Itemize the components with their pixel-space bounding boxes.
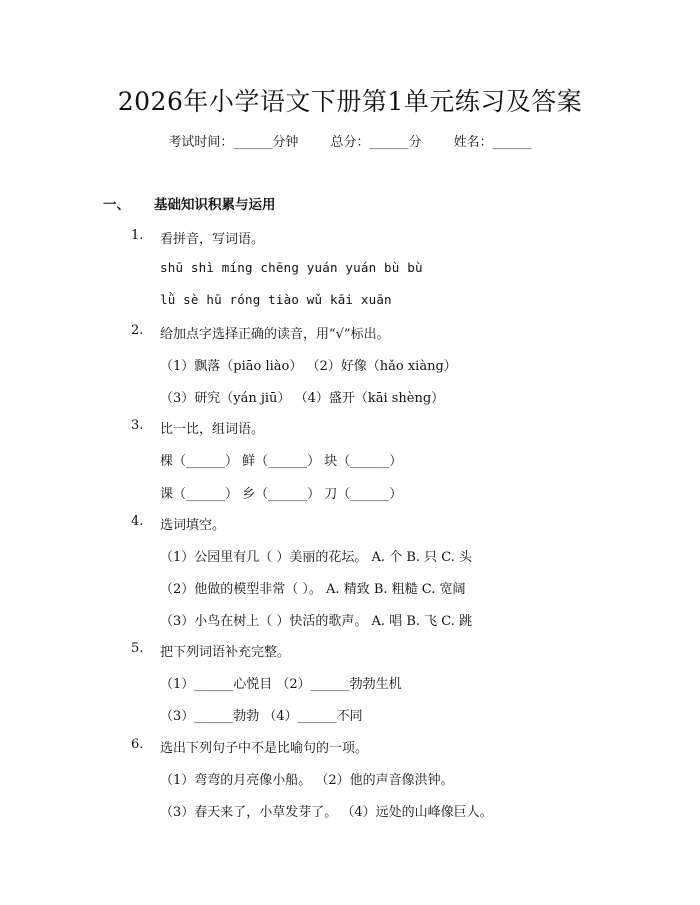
page-title: 2026年小学语文下册第1单元练习及答案 <box>117 87 583 116</box>
pinyin-line: lǜ sè hū róng tiào wǔ kāi xuān <box>160 292 392 307</box>
exam-time: 考试时间：______分钟 <box>168 135 299 150</box>
fill-line: （1）______心悦目 （2）______勃勃生机 <box>160 677 402 692</box>
question-number: 4. <box>131 514 144 529</box>
question-text: 给加点字选择正确的读音，用“√”标出。 <box>160 327 390 342</box>
choice-line: （2）他做的模型非常（ ）。 A. 精致 B. 粗糙 C. 宽阔 <box>160 582 466 597</box>
question-number: 6. <box>131 737 144 752</box>
question-text: 比一比，组词语。 <box>160 422 265 437</box>
choice-line: （3）小鸟在树上（ ）快活的歌声。 A. 唱 B. 飞 C. 跳 <box>160 614 473 629</box>
question-text: 看拼音，写词语。 <box>160 232 265 247</box>
pinyin-line: shū shì míng chēng yuán yuán bù bù <box>160 260 423 275</box>
sentence-line: （1）弯弯的月亮像小船。 （2）他的声音像洪钟。 <box>160 773 454 788</box>
question-number: 1. <box>131 228 144 243</box>
section-title: 基础知识积累与运用 <box>154 197 276 213</box>
fill-line: （3）______勃勃 （4）______不同 <box>160 709 363 724</box>
question-number: 5. <box>131 641 144 656</box>
option-line: （1）飘落（piāo liào） （2）好像（hǎo xiàng） <box>160 359 457 374</box>
question-number: 2. <box>131 323 144 338</box>
word-group-line: 课（______） 乡（______） 刀（______） <box>160 487 403 502</box>
question-text: 选词填空。 <box>160 518 226 533</box>
word-group-line: 棵（______） 鲜（______） 块（______） <box>160 454 403 469</box>
question-text: 把下列词语补充完整。 <box>160 645 291 660</box>
option-line: （3）研究（yán jiū） （4）盛开（kāi shèng） <box>160 391 445 406</box>
choice-line: （1）公园里有几（ ）美丽的花坛。 A. 个 B. 只 C. 头 <box>160 550 473 565</box>
section-heading <box>103 193 276 213</box>
question-text: 选出下列句子中不是比喻句的一项。 <box>160 741 369 756</box>
student-name: 姓名：______ <box>453 135 532 150</box>
exam-meta <box>0 131 700 150</box>
section-number: 一、 <box>103 197 130 213</box>
total-score: 总分：______分 <box>330 135 422 150</box>
sentence-line: （3）春天来了，小草发芽了。 （4）远处的山峰像巨人。 <box>160 805 493 820</box>
question-number: 3. <box>131 418 144 433</box>
